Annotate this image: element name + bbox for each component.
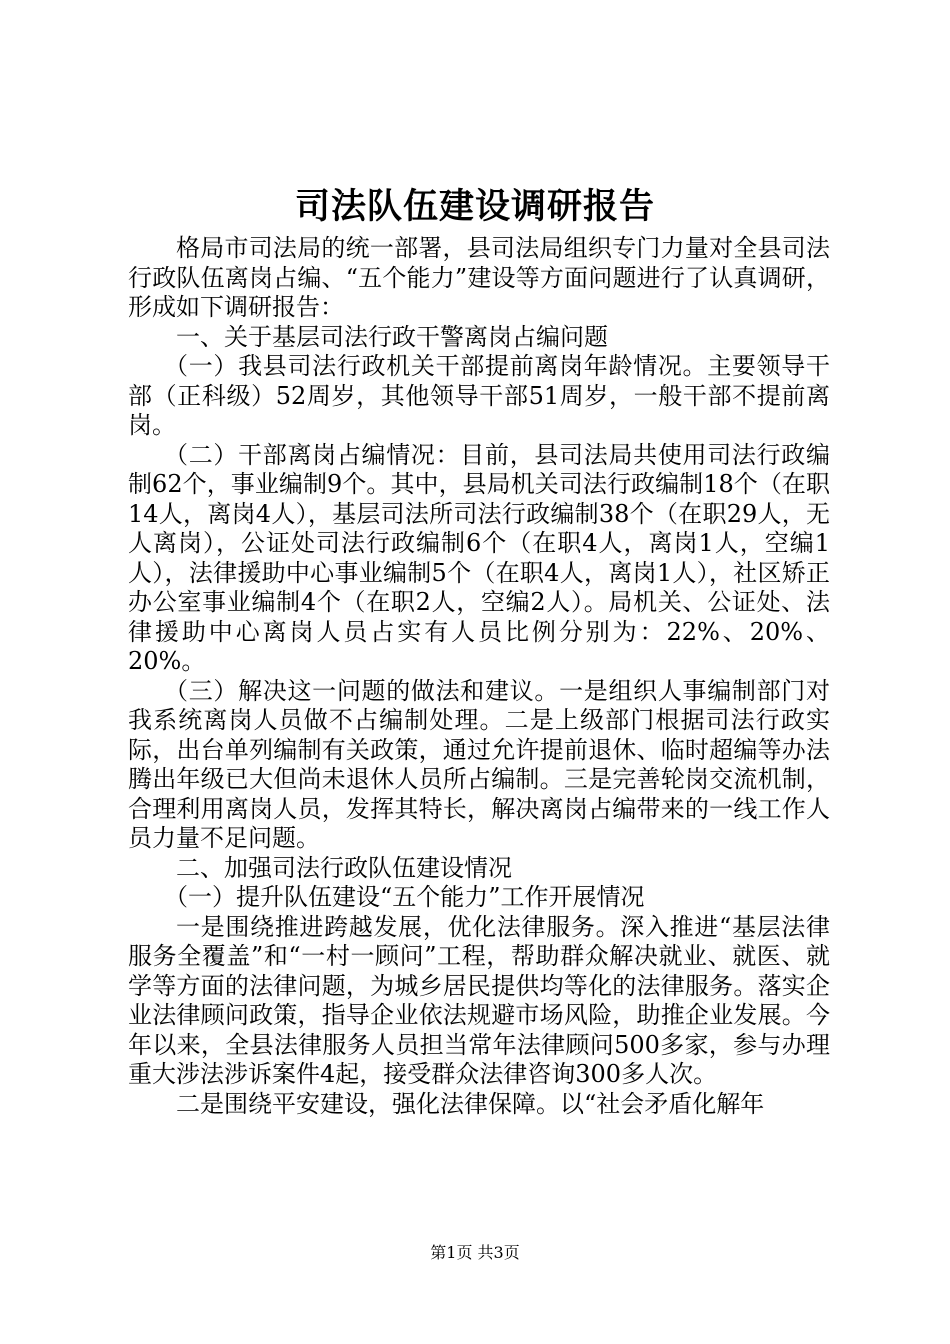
subsection-1-3: （三）解决这一问题的做法和建议。一是组织人事编制部门对我系统离岗人员做不占编制处理。二是上级部门根据司法行政实际，出台单列编制有关政策，通过允许提前退休、临时超编等办法腾出年级已大但尚未退休人员所占编制。三是完善轮岗交流机制，合理利用离岗人员，发挥其特长，解决离岗占编带来的一线工作人员力量不足问题。 bbox=[128, 676, 830, 852]
document-title: 司法队伍建设调研报告 bbox=[294, 186, 655, 227]
paragraph-point-1: 一是围绕推进跨越发展，优化法律服务。深入推进“基层法律服务全覆盖”和“一村一顾问”工程，帮助群众解决就业、就医、就学等方面的法律问题，为城乡居民提供均等化的法律服务。落实企业法律顾问政策，指导企业依法规避市场风险，助推企业发展。今年以来，全县法律服务人员担当常年法律顾问500多家，参与办理重大涉法涉诉案件4起，接受群众法律咨询300多人次。 bbox=[128, 912, 830, 1088]
section-heading-1: 一、关于基层司法行政干警离岗占编问题 bbox=[176, 322, 608, 351]
subsection-1-2: （二）干部离岗占编情况：目前，县司法局共使用司法行政编制62个，事业编制9个。其中，县局机关司法行政编制18个（在职14人，离岗4人），基层司法所司法行政编制38个（在职29人，无人离岗），公证处司法行政编制6个（在职4人，离岗1人，空编1人），法律援助中心事业编制5个（在职4人，离岗1人），社区矫正办公室事业编制4个（在职2人，空编2人）。局机关、公证处、法律援助中心离岗人员占实有人员比例分别为：22%、20%、20%。 bbox=[128, 440, 830, 675]
page-footer: 第1页 共3页 bbox=[430, 1243, 520, 1262]
section-heading-2: 二、加强司法行政队伍建设情况 bbox=[176, 853, 512, 882]
intro-paragraph: 格局市司法局的统一部署，县司法局组织专门力量对全县司法行政队伍离岗占编、“五个能力”建设等方面问题进行了认真调研，形成如下调研报告： bbox=[128, 234, 830, 321]
subsection-2-1-heading: （一）提升队伍建设“五个能力”工作开展情况 bbox=[164, 883, 645, 911]
paragraph-point-2: 二是围绕平安建设，强化法律保障。以“社会矛盾化解年 bbox=[176, 1089, 765, 1118]
subsection-1-1: （一）我县司法行政机关干部提前离岗年龄情况。主要领导干部（正科级）52周岁，其他领导干部51周岁，一般干部不提前离岗。 bbox=[128, 352, 830, 439]
document-body bbox=[128, 234, 830, 1119]
